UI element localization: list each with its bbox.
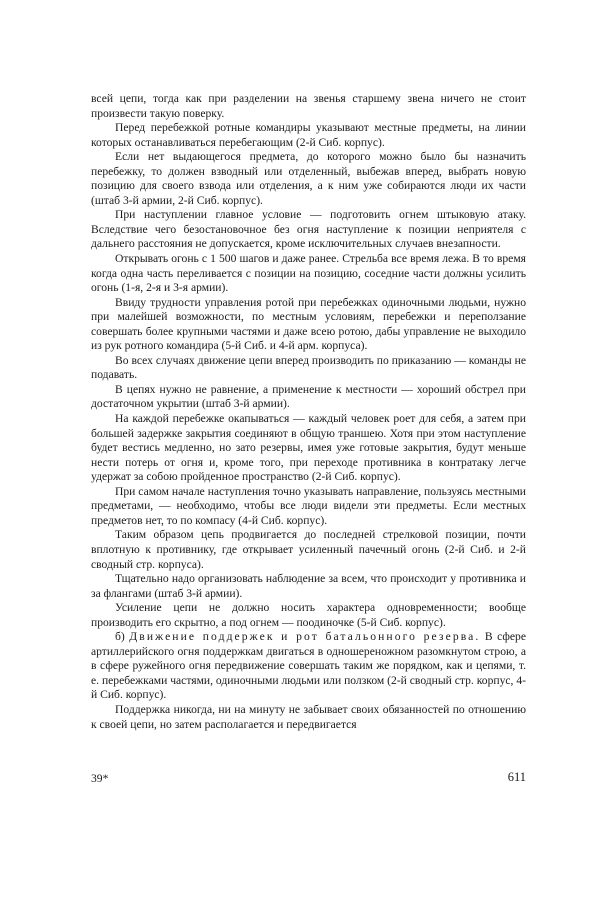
paragraph bbox=[91, 572, 526, 601]
paragraph-text: Тщательно надо организовать наблюдение за всем, что происходит у противника и за флангами (штаб 3-й армии). bbox=[91, 572, 526, 600]
paragraph-text: всей цепи, тогда как при разделении на звенья старшему звена ничего не стоит произвести такую поверку. bbox=[91, 92, 526, 120]
paragraph bbox=[91, 630, 526, 703]
paragraph-text: Открывать огонь с 1 500 шагов и даже ранее. Стрельба все время лежа. В то время когда одна часть переливается с позиции на позицию, соседние части должны усилить огонь (1-я, 2-я и 3-я армии). bbox=[91, 252, 526, 295]
paragraph-text: При самом начале наступления точно указывать направление, пользуясь местными предметами, — необходимо, чтобы все люди видели эти предметы. Если местных предметов нет, то по компасу (4-й Сиб. корпус). bbox=[91, 484, 526, 527]
paragraph-text: На каждой перебежке окапываться — каждый человек роет для себя, а затем при большей задержке закрытия соединяют в общую траншею. Хотя при этом наступление будет вестись медленно, но зато резервы, имея уже готовые закрытия, будут меньше нести потерь от огня и, кроме того, при переходе противника в контратаку легче удержат за собою пройденное пространство (2-й Сиб. корпус). bbox=[91, 412, 526, 484]
paragraph-text: Если нет выдающегося предмета, до которого можно было бы назначить перебежку, то должен взводный или отделенный, выбежав вперед, выбрать новую позицию для своего взвода или отделения, а к ним уже собираются люди их части (штаб 3-й армии, 2-й Сиб. корпус). bbox=[91, 150, 526, 207]
paragraph bbox=[91, 703, 526, 732]
sheet-signature: 39* bbox=[91, 772, 109, 785]
paragraph-text: б) bbox=[115, 630, 130, 644]
paragraph bbox=[91, 92, 526, 121]
paragraph-text: В цепях нужно не равнение, а применение к местности — хороший обстрел при достаточном укрытии (штаб 3-й армии). bbox=[91, 382, 526, 411]
paragraph bbox=[91, 485, 526, 529]
paragraph bbox=[91, 296, 526, 354]
paragraph bbox=[91, 412, 526, 485]
page-number: 611 bbox=[507, 770, 526, 784]
paragraph-text: Перед перебежкой ротные командиры указывают местные предметы, на линии которых останавливаться перебегающим (2-й Сиб. корпус). bbox=[91, 121, 526, 149]
paragraph bbox=[91, 208, 526, 252]
paragraph-text: Во всех случаях движение цепи вперед производить по приказанию — команды не подавать. bbox=[91, 353, 526, 382]
paragraph bbox=[91, 528, 526, 572]
paragraph bbox=[91, 383, 526, 412]
paragraph-text: Таким образом цепь продвигается до последней стрелковой позиции, почти вплотную к противнику, где открывает усиленный пачечный огонь (2-й Сиб. и 2-й сводный стр. корпуса). bbox=[91, 528, 526, 571]
paragraph bbox=[91, 601, 526, 630]
paragraph-text: В сфере артиллерийского огня поддержкам двигаться в одношереножном разомкнутом строю, а в сфере ружейного огня передвижение совершать таким же порядком, как и цепями, т. е. перебежками частями, одиночными людьми или ползком (2-й сводный стр. корпус, 4-й Сиб. корпус). bbox=[91, 630, 527, 702]
paragraph bbox=[91, 150, 526, 208]
paragraph-text: Ввиду трудности управления ротой при перебежках одиночными людьми, нужно при малейшей возможности, по местным условиям, перебежки и переползание совершать более крупными частями и даже всею ротою, дабы управление не выходило из рук ротного командира (5-й Сиб. и 4-й арм. корпуса). bbox=[91, 295, 526, 353]
body-text bbox=[91, 92, 526, 732]
section-heading: Движение поддержек и рот батальонного резерва. bbox=[129, 630, 481, 644]
paragraph bbox=[91, 252, 526, 296]
paragraph-text: Поддержка никогда, ни на минуту не забывает своих обязанностей по отношению к своей цепи, но затем располагается и передвигается bbox=[91, 702, 526, 731]
paragraph-text: При наступлении главное условие — подготовить огнем штыковую атаку. Вследствие чего безостановочное без огня наступление к позиции неприятеля с дальнего расстояния не допускается, кроме исключительных случаев внезапности. bbox=[91, 208, 526, 251]
paragraph bbox=[91, 354, 526, 383]
paragraph-text: Усиление цепи не должно носить характера одновременности; вообще производить его скрытно, а под огнем — поодиночке (5-й Сиб. корпус). bbox=[91, 601, 526, 629]
paragraph bbox=[91, 121, 526, 150]
